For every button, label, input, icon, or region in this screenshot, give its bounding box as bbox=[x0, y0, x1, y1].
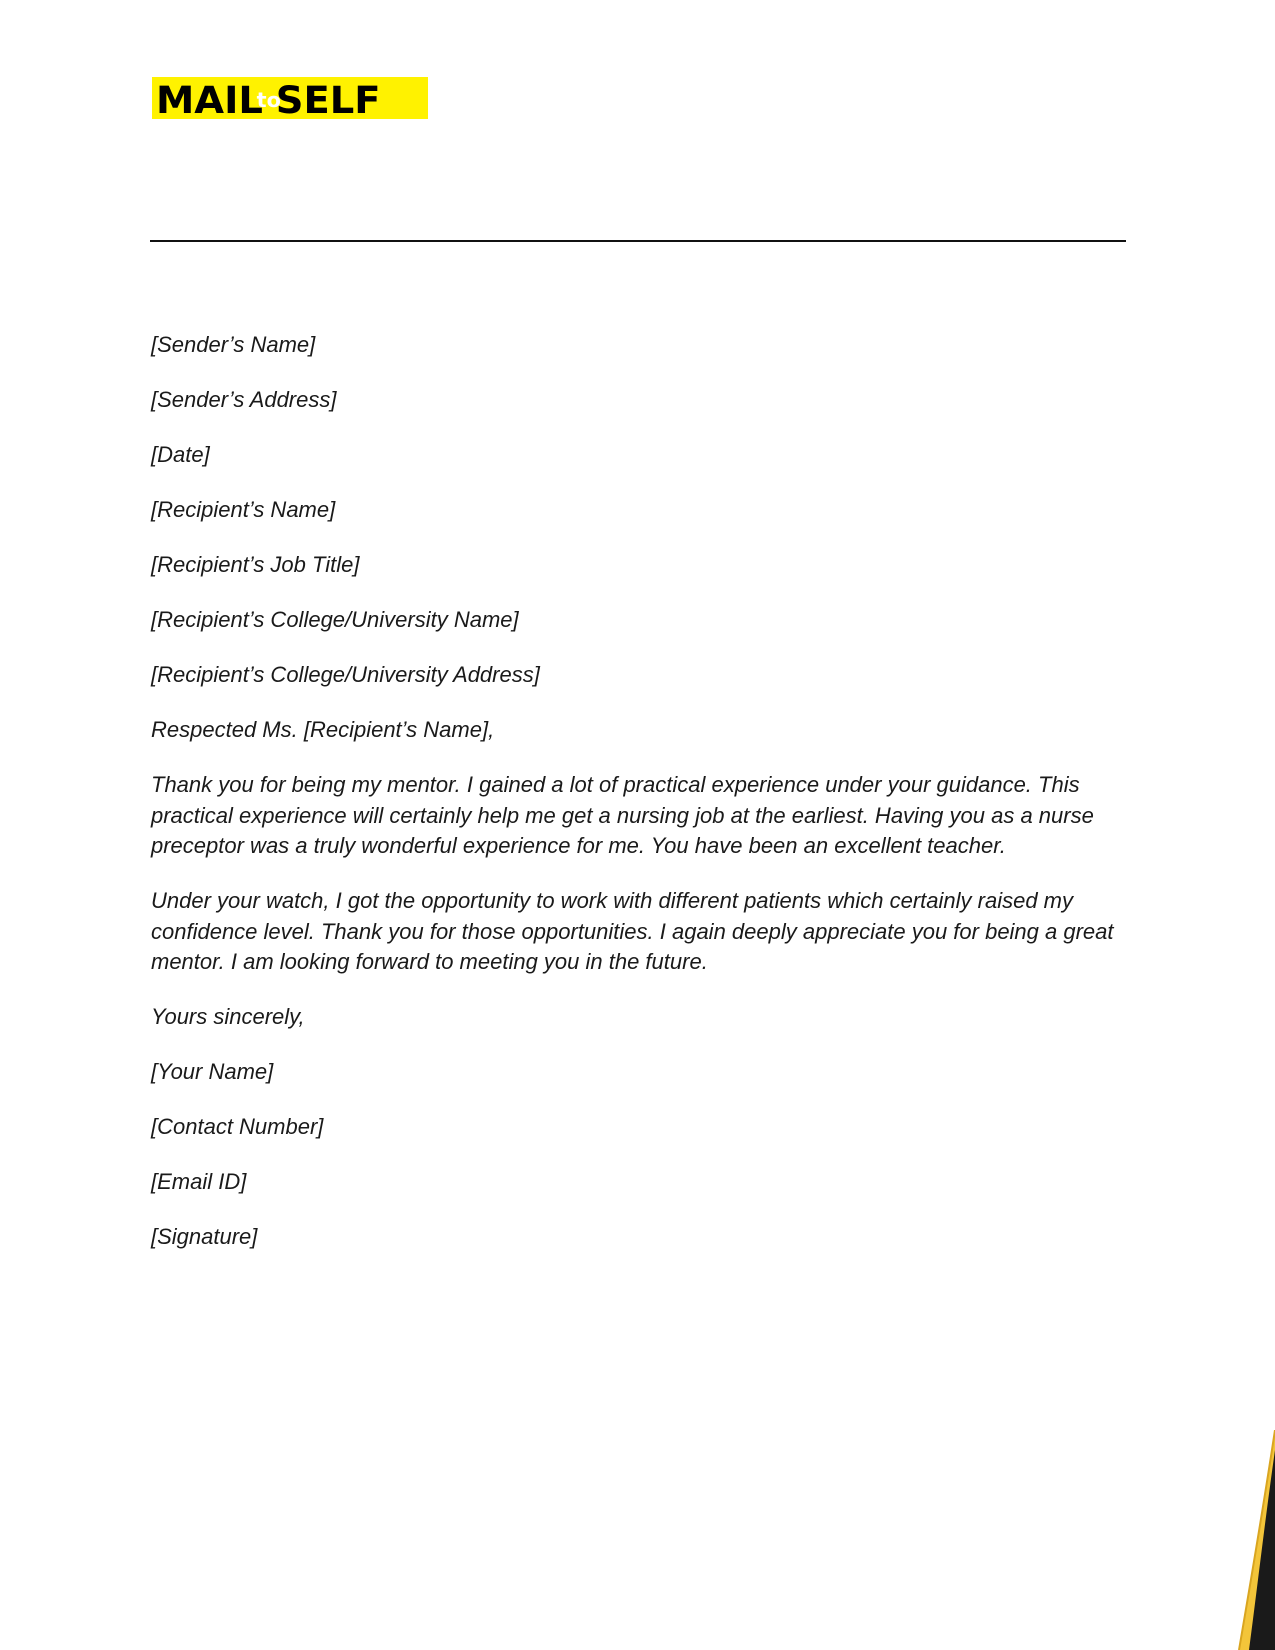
email-id: [Email ID] bbox=[151, 1169, 247, 1194]
recipient-job-title: [Recipient’s Job Title] bbox=[151, 552, 360, 577]
body-paragraph-2: Under your watch, I got the opportunity to work with different patients which certainly raised my confidence level. Thank you for those opportunities. I again deeply appreciate you for being a great mentor. I am looking forward to meeting you in the future. bbox=[151, 888, 1114, 974]
logo bbox=[152, 77, 428, 119]
logo-wordmark bbox=[156, 78, 381, 119]
sender-address: [Sender’s Address] bbox=[151, 387, 337, 412]
letter-body bbox=[151, 330, 1131, 1277]
logo-brand-left: MAIL bbox=[156, 78, 263, 119]
logo-brand-mid: to bbox=[256, 87, 281, 112]
recipient-name: [Recipient’s Name] bbox=[151, 497, 336, 522]
recipient-college: [Recipient’s College/University Name] bbox=[151, 607, 519, 632]
body-paragraph-1: Thank you for being my mentor. I gained a lot of practical experience under your guidance. This practical experience will certainly help me get a nursing job at the earliest. Having you as a nurse preceptor was a truly wonderful experience for me. You have been an excellent teacher. bbox=[151, 772, 1094, 858]
logo-brand-right: SELF bbox=[275, 78, 381, 119]
closing: Yours sincerely, bbox=[151, 1004, 305, 1029]
contact-number: [Contact Number] bbox=[151, 1114, 324, 1139]
sender-name: [Sender’s Name] bbox=[151, 332, 316, 357]
salutation: Respected Ms. [Recipient’s Name], bbox=[151, 717, 495, 742]
signature: [Signature] bbox=[151, 1224, 258, 1249]
recipient-college-address: [Recipient’s College/University Address] bbox=[151, 662, 540, 687]
header-divider bbox=[150, 240, 1126, 242]
your-name: [Your Name] bbox=[151, 1059, 274, 1084]
letter-date: [Date] bbox=[151, 442, 210, 467]
corner-swoosh-decoration bbox=[1215, 1430, 1275, 1650]
